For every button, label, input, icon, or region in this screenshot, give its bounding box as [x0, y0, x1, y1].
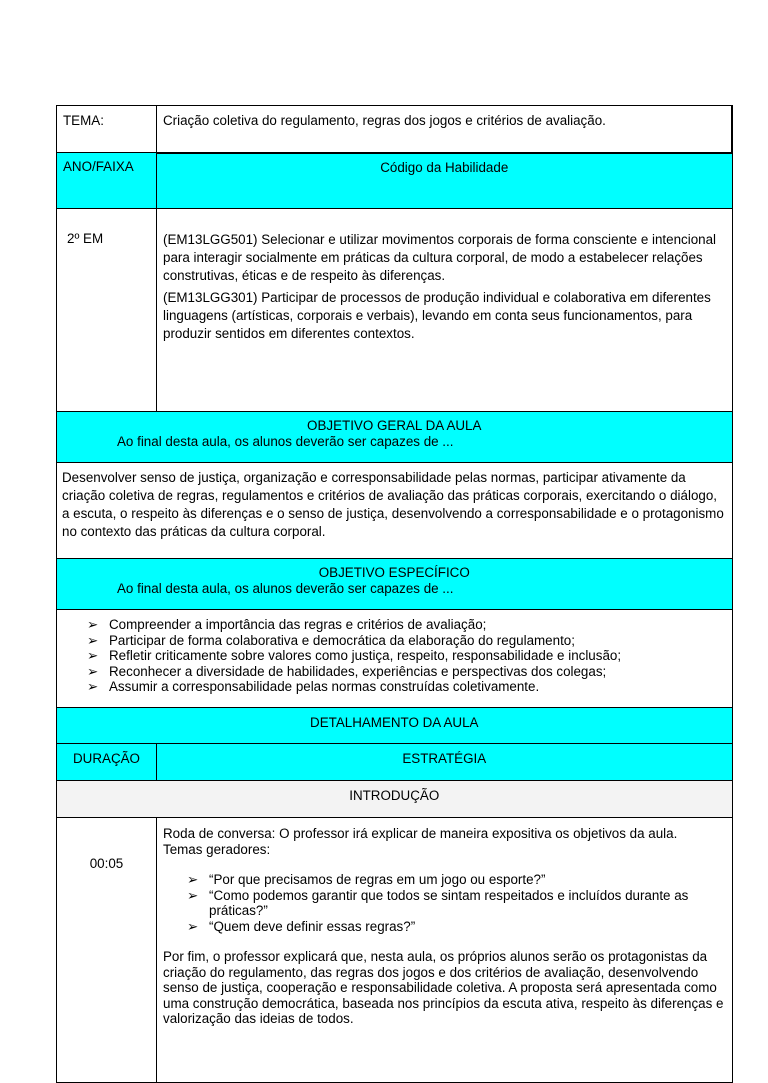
ano-header-row	[57, 153, 733, 209]
introducao-content-row	[57, 818, 733, 1083]
objetivo-especifico-list	[57, 617, 732, 695]
objetivo-geral-title: OBJETIVO GERAL DA AULA	[307, 418, 482, 433]
duracao-header: DURAÇÃO	[57, 744, 157, 781]
objetivo-geral-text-row	[57, 463, 733, 559]
introducao-header-row	[57, 781, 733, 818]
objetivo-geral-text: Desenvolver senso de justiça, organização e corresponsabilidade pelas normas, participar ativamente da criação coletiva de regras, regulamentos e critérios de avaliação das práticas corporais, exercitando o diálogo, a escuta, o respeito às diferenças e o senso de justiça, desenvolvendo a corresponsabilidade e o protagonismo no contexto das práticas da cultura corporal.	[57, 463, 733, 559]
list-item: ➢ Assumir a corresponsabilidade pelas normas construídas coletivamente.	[87, 679, 540, 694]
arrow-bullet-icon: ➢	[87, 617, 99, 632]
tema-row	[57, 106, 733, 153]
arrow-bullet-icon: ➢	[187, 918, 199, 934]
introducao-lead: Roda de conversa: O professor irá explicar de maneira expositiva os objetivos da aula.	[163, 826, 678, 841]
introducao-closing: Por fim, o professor explicará que, nesta aula, os próprios alunos serão os protagonistas da criação do regulamento, das regras dos jogos e dos critérios de avaliação, desenvolvendo senso de justiça, cooperação e responsabilidade coletiva. A proposta será apresentada como uma construção democrática, baseada nos princípios da escuta ativa, respeito às diferenças e valorização das ideias de todos.	[163, 949, 724, 1026]
list-item: ➢ “Como podemos garantir que todos se sintam respeitados e incluídos durante as práticas?”	[187, 887, 689, 918]
ano-faixa-label: ANO/FAIXA	[57, 153, 157, 209]
arrow-bullet-icon: ➢	[87, 663, 99, 679]
temas-geradores-label: Temas geradores:	[163, 841, 271, 857]
list-item: ➢ “Quem deve definir essas regras?”	[187, 918, 416, 934]
list-item: ➢ Refletir criticamente sobre valores como justiça, respeito, responsabilidade e inclusão;	[87, 648, 622, 663]
arrow-bullet-icon: ➢	[87, 632, 99, 648]
skill-em13lgg501: (EM13LGG501) Selecionar e utilizar movimentos corporais de forma consciente e intencional para interagir socialmente em práticas da cultura corporal, de modo a estabelecer relações construtivas, éticas e de respeito às diferenças.	[163, 232, 717, 283]
detalhamento-title: DETALHAMENTO DA AULA	[57, 708, 733, 744]
skills-row	[57, 209, 733, 412]
arrow-bullet-icon: ➢	[87, 648, 99, 663]
arrow-bullet-icon: ➢	[87, 679, 99, 694]
tema-label: TEMA:	[57, 106, 157, 153]
objetivo-especifico-subtitle: Ao final desta aula, os alunos deverão ser capazes de ...	[117, 581, 454, 596]
objetivo-geral-subtitle: Ao final desta aula, os alunos deverão ser capazes de ...	[117, 434, 454, 449]
introducao-title: INTRODUÇÃO	[57, 781, 733, 818]
introducao-time: 00:05	[57, 818, 157, 1083]
list-item: ➢ “Por que precisamos de regras em um jogo ou esporte?”	[187, 872, 546, 887]
arrow-bullet-icon: ➢	[187, 887, 199, 903]
estrategia-header: ESTRATÉGIA	[157, 744, 733, 781]
objetivo-especifico-list-row	[57, 610, 733, 708]
year-value: 2º EM	[57, 209, 157, 412]
list-item: ➢ Compreender a importância das regras e critérios de avaliação;	[87, 617, 487, 632]
lesson-plan-document	[56, 105, 733, 1083]
skill-em13lgg301: (EM13LGG301) Participar de processos de produção individual e colaborativa em diferentes linguagens (artísticas, corporais e verbais), levando em conta seus funcionamentos, para produzir sentidos em diferentes contextos.	[163, 290, 711, 341]
tema-value: Criação coletiva do regulamento, regras dos jogos e critérios de avaliação.	[157, 106, 733, 153]
objetivo-especifico-header-row	[57, 559, 733, 610]
objetivo-geral-header-row	[57, 412, 733, 463]
objetivo-especifico-title: OBJETIVO ESPECÍFICO	[318, 565, 470, 580]
list-item: ➢ Participar de forma colaborativa e democrática da elaboração do regulamento;	[87, 632, 575, 648]
codigo-habilidade-header: Código da Habilidade	[157, 153, 733, 209]
list-item: ➢ Reconhecer a diversidade de habilidades, experiências e perspectivas dos colegas;	[87, 663, 607, 679]
lesson-plan-table	[56, 105, 733, 1083]
column-header-row	[57, 744, 733, 781]
arrow-bullet-icon: ➢	[187, 872, 199, 887]
detalhamento-header-row	[57, 708, 733, 744]
questions-list	[163, 872, 726, 934]
